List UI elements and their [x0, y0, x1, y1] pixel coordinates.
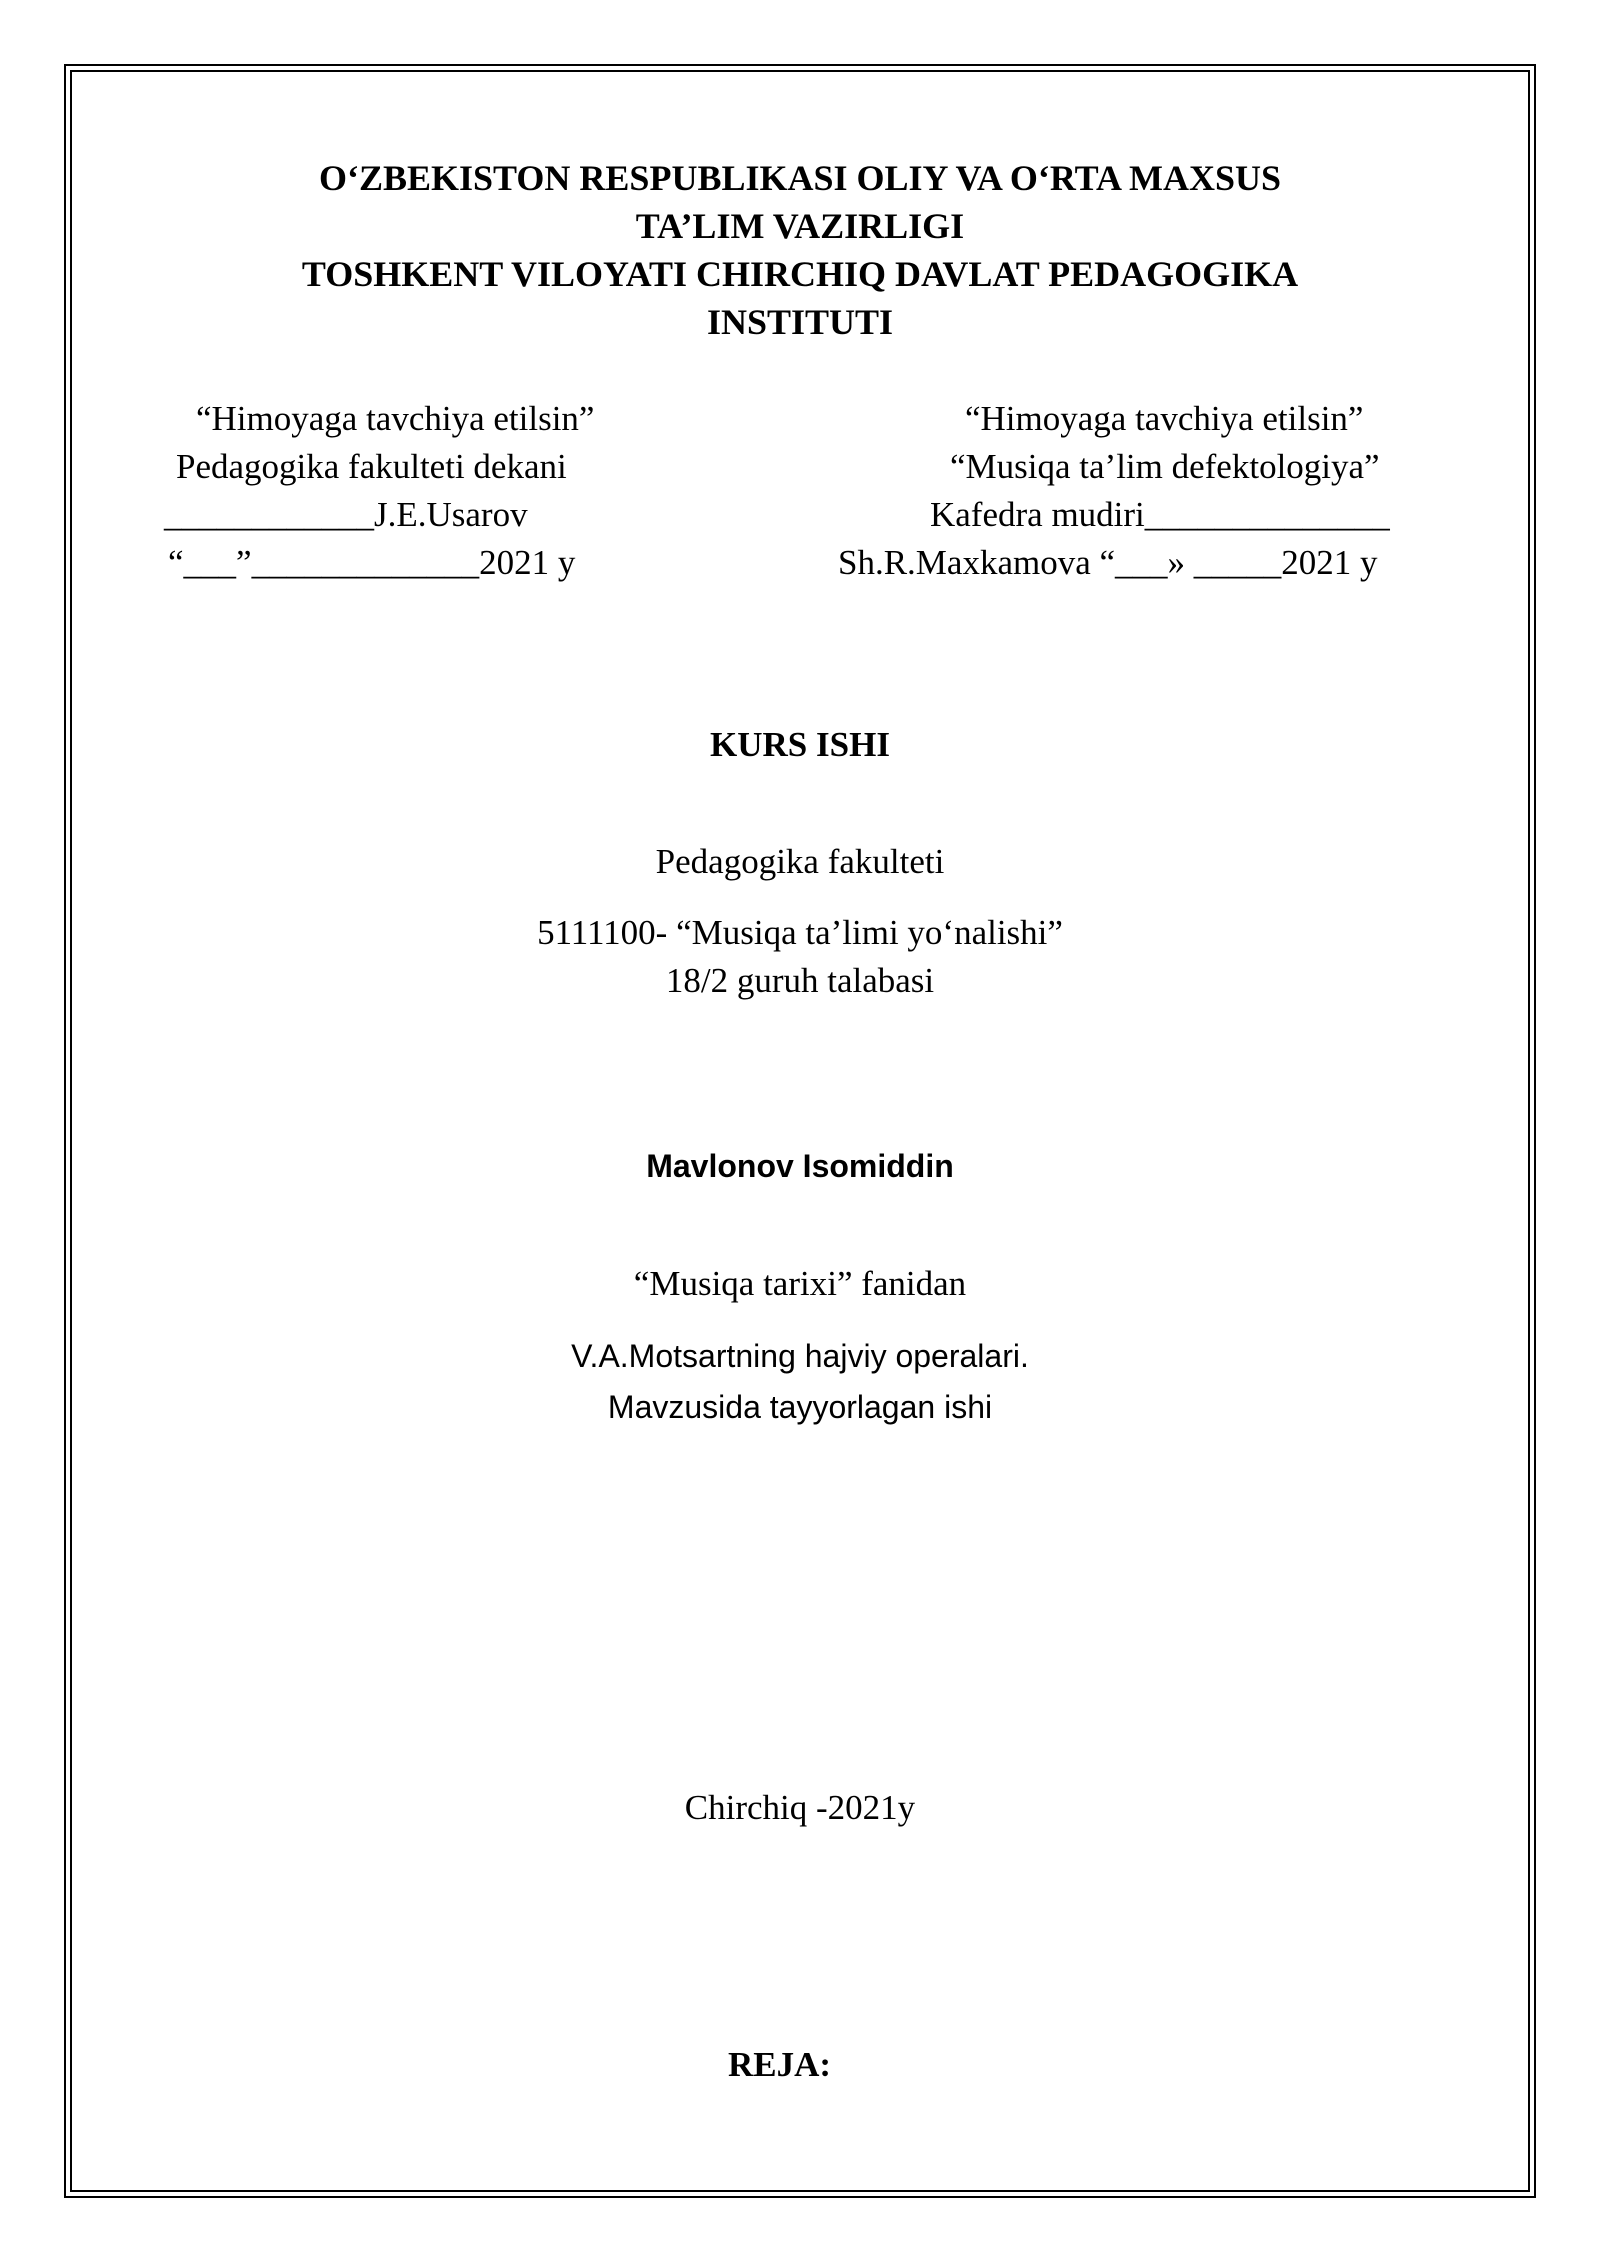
group-label: 18/2 guruh talabasi	[665, 961, 935, 1000]
approval-right-line3: Kafedra mudiri______________	[930, 495, 1390, 534]
ministry-title-line2: TA’LIM VAZIRLIGI	[635, 206, 965, 246]
approval-right-line4: Sh.R.Maxkamova “___» _____2021 y	[838, 543, 1378, 582]
topic-line1: V.A.Motsartning hajviy operalari.	[571, 1338, 1029, 1374]
approval-left-line3: ____________J.E.Usarov	[164, 495, 528, 534]
approval-left-line1: “Himoyaga tavchiya etilsin”	[196, 399, 595, 438]
ministry-title-line1: O‘ZBEKISTON RESPUBLIKASI OLIY VA O‘RTA MAXSUS	[319, 158, 1281, 198]
approval-right-line1: “Himoyaga tavchiya etilsin”	[965, 399, 1364, 438]
topic-line2: Mavzusida tayyorlagan ishi	[607, 1389, 993, 1425]
approval-right-line2: “Musiqa ta’lim defektologiya”	[950, 447, 1380, 486]
place-year: Chirchiq -2021y	[684, 1788, 916, 1827]
approval-left-line4: “___”_____________2021 y	[168, 543, 576, 582]
subject-label: “Musiqa tarixi” fanidan	[633, 1264, 967, 1303]
approval-left-line2: Pedagogika fakulteti dekani	[176, 447, 567, 486]
institute-title-line1: TOSHKENT VILOYATI CHIRCHIQ DAVLAT PEDAGOGIKA	[301, 254, 1299, 294]
faculty-label: Pedagogika fakulteti	[655, 842, 945, 881]
student-name: Mavlonov Isomiddin	[646, 1148, 954, 1184]
page-border-inner	[70, 70, 1530, 2192]
plan-heading: REJA:	[728, 2045, 832, 2084]
institute-title-line2: INSTITUTI	[706, 302, 894, 342]
work-type-title: KURS ISHI	[710, 725, 890, 764]
direction-label: 5111100- “Musiqa ta’limi yo‘nalishi”	[537, 913, 1063, 952]
